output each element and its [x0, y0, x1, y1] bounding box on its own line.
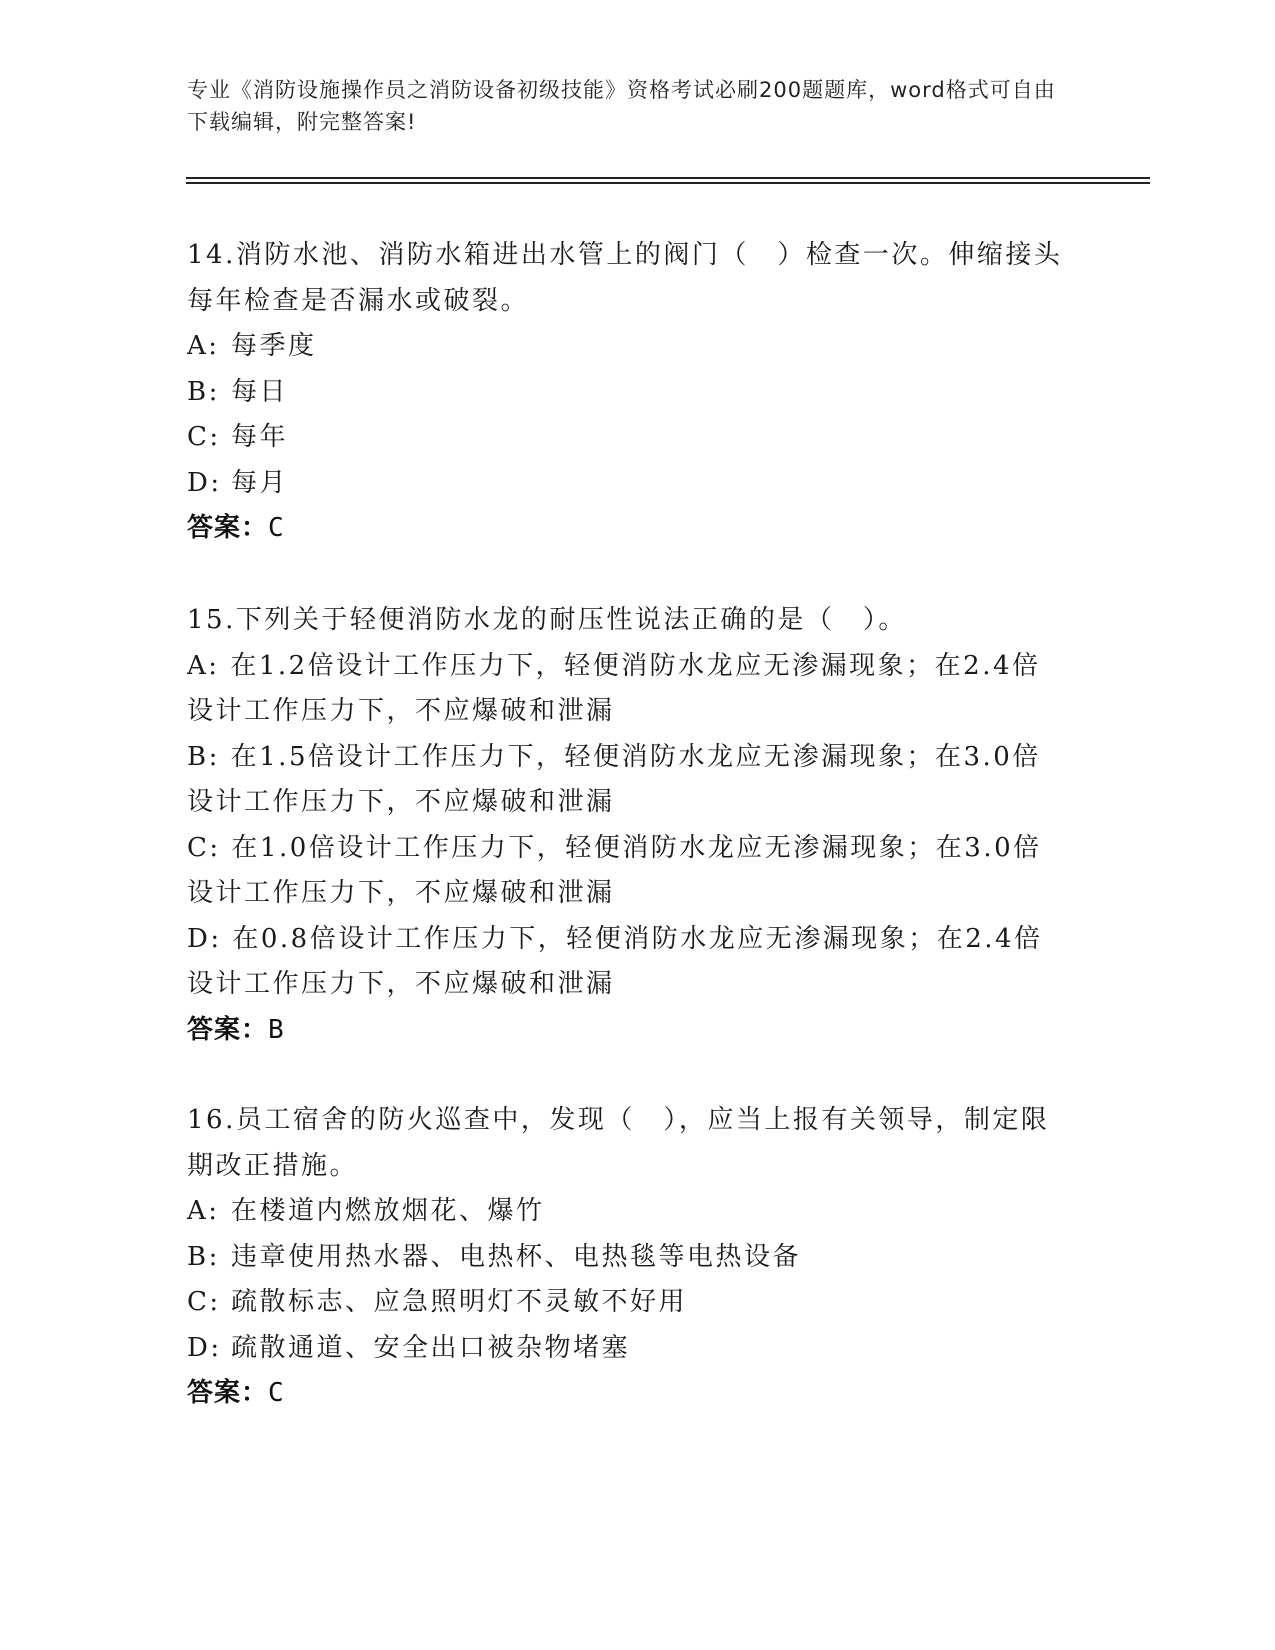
option-text: 每季度: [231, 331, 317, 361]
option-label: C:: [187, 422, 221, 452]
answer-value: B: [268, 1014, 285, 1045]
question-stem: 15.下列关于轻便消防水龙的耐压性说法正确的是（ ）。: [187, 605, 907, 635]
question-14: [187, 233, 1067, 552]
option-c: [187, 826, 1067, 917]
answer-value: C: [268, 1378, 285, 1408]
question-16: [187, 1098, 1067, 1417]
option-label: D:: [187, 467, 222, 498]
option-text: 违章使用热水器、电热杯、电热毯等电热设备: [231, 1241, 802, 1272]
option-d: [187, 1326, 1067, 1372]
option-text: 每月: [231, 467, 289, 498]
option-a: [187, 324, 1067, 370]
answer: [187, 506, 1067, 552]
header-divider-top: [186, 177, 1150, 179]
option-c: [187, 415, 1067, 461]
option-label: A:: [187, 650, 220, 681]
option-text: 每年: [231, 422, 289, 452]
option-a: [187, 644, 1067, 735]
option-label: A:: [187, 331, 220, 361]
document-header: 专业《消防设施操作员之消防设备初级技能》资格考试必刷200题题库，word格式可自由下载编辑，附完整答案!: [187, 78, 1056, 134]
question-stem: 14.消防水池、消防水箱进出水管上的阀门（ ）检查一次。伸缩接头每年检查是否漏水或破裂。: [187, 240, 1063, 316]
question-15: [187, 598, 1067, 1053]
option-c: [187, 1280, 1067, 1326]
option-text: 在0.8倍设计工作压力下，轻便消防水龙应无渗漏现象；在2.4倍设计工作压力下，不应爆破和泄漏: [187, 923, 1043, 999]
answer: [187, 1371, 1067, 1417]
option-label: A:: [187, 1196, 220, 1226]
answer-value: C: [268, 513, 285, 543]
option-text: 在1.2倍设计工作压力下，轻便消防水龙应无渗漏现象；在2.4倍设计工作压力下，不应爆破和泄漏: [187, 650, 1041, 726]
option-label: B:: [187, 376, 220, 407]
option-text: 每日: [231, 376, 289, 407]
option-label: C:: [187, 1287, 221, 1317]
option-label: D:: [187, 1332, 222, 1363]
option-text: 疏散标志、应急照明灯不灵敏不好用: [231, 1287, 688, 1317]
option-b: [187, 370, 1067, 416]
option-b: [187, 1235, 1067, 1281]
option-text: 在1.5倍设计工作压力下，轻便消防水龙应无渗漏现象；在3.0倍设计工作压力下，不应爆破和泄漏: [187, 741, 1041, 817]
option-label: B:: [187, 741, 220, 772]
answer-label: 答案：: [187, 1014, 269, 1045]
question-stem: 16.员工宿舍的防火巡查中，发现（ ），应当上报有关领导，制定限期改正措施。: [187, 1105, 1050, 1181]
option-label: B:: [187, 1241, 220, 1272]
option-d: [187, 461, 1067, 507]
option-label: D:: [187, 923, 222, 954]
option-d: [187, 917, 1067, 1008]
option-a: [187, 1189, 1067, 1235]
option-label: C:: [187, 832, 221, 863]
header-divider-bottom: [186, 182, 1150, 184]
option-text: 在1.0倍设计工作压力下，轻便消防水龙应无渗漏现象；在3.0倍设计工作压力下，不应爆破和泄漏: [187, 832, 1042, 908]
answer-label: 答案：: [187, 513, 269, 543]
option-text: 疏散通道、安全出口被杂物堵塞: [231, 1332, 631, 1363]
option-text: 在楼道内燃放烟花、爆竹: [231, 1196, 545, 1226]
option-b: [187, 735, 1067, 826]
answer-label: 答案：: [187, 1378, 269, 1408]
answer: [187, 1008, 1067, 1054]
